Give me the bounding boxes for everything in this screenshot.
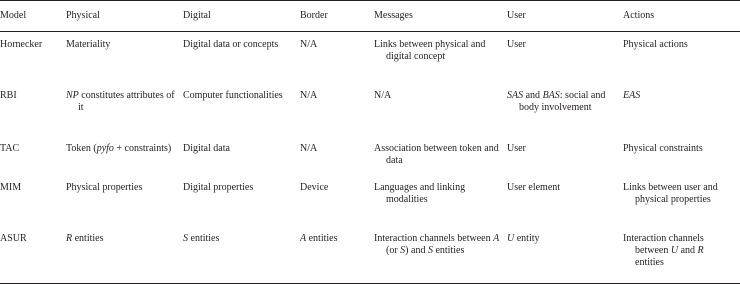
cell-italic-text: S: [400, 245, 406, 256]
cell-text-part: Interaction channels between: [374, 233, 494, 244]
header-messages: Messages: [374, 10, 413, 21]
cell-digital: [183, 226, 300, 284]
cell-italic-text: U: [670, 245, 679, 256]
cell-messages: [374, 226, 507, 284]
cell-text: N/A: [300, 143, 318, 154]
cell-text: Languages and linking modalities: [374, 182, 466, 205]
cell-text: Links between physical and digital concept: [374, 39, 486, 62]
cell-actions: [623, 83, 740, 136]
cell-digital: [183, 136, 300, 175]
cell-border: [300, 175, 374, 226]
header-model: Model: [0, 10, 27, 21]
cell-model: [0, 136, 66, 175]
cell-text: [374, 233, 501, 257]
cell-messages: [374, 175, 507, 226]
header-actions: Actions: [623, 10, 655, 21]
cell-text: [623, 90, 734, 102]
cell-text-part: : social and body involvement: [519, 90, 606, 113]
cell-text: [507, 233, 617, 245]
cell-italic-text: NP: [66, 90, 79, 101]
cell-italic-text: S: [427, 245, 433, 256]
cell-physical: [66, 136, 183, 175]
cell-italic-text: S: [183, 233, 188, 244]
cell-text-part: entity: [514, 233, 540, 244]
cell-actions: [623, 32, 740, 84]
cell-actions: [623, 226, 740, 284]
cell-model: [0, 175, 66, 226]
cell-text-part: and: [678, 245, 698, 256]
cell-user: [507, 32, 623, 84]
table-body: [0, 32, 740, 284]
cell-messages: [374, 83, 507, 136]
cell-text-part: ) and: [405, 245, 428, 256]
table-row-mim: [0, 175, 740, 226]
cell-text: Materiality: [66, 39, 111, 50]
cell-text-part: entities: [72, 233, 104, 244]
cell-border: [300, 32, 374, 84]
cell-text: [66, 233, 177, 245]
cell-italic-text: pyfo: [96, 143, 114, 154]
cell-text: [623, 233, 734, 269]
cell-italic-text: BAS: [542, 90, 560, 101]
header-physical: Physical: [66, 10, 100, 21]
cell-text-part: + constraints): [113, 143, 172, 154]
cell-italic-text: R: [697, 245, 704, 256]
cell-text-part: entities: [635, 257, 664, 268]
cell-digital: [183, 175, 300, 226]
cell-text: RBI: [0, 90, 17, 101]
cell-text: Digital data: [183, 143, 230, 154]
cell-physical: [66, 32, 183, 84]
cell-italic-text: A: [493, 233, 500, 244]
table-row-hornecker: [0, 32, 740, 84]
cell-text: [66, 90, 177, 114]
cell-physical: [66, 83, 183, 136]
cell-text: Physical constraints: [623, 143, 703, 154]
cell-physical: [66, 175, 183, 226]
header-digital: Digital: [183, 10, 211, 21]
cell-text-part: entities: [188, 233, 220, 244]
cell-text: TAC: [0, 143, 20, 154]
header-border: Border: [300, 10, 328, 21]
header-user: User: [507, 10, 526, 21]
cell-border: [300, 226, 374, 284]
cell-border: [300, 136, 374, 175]
cell-messages: [374, 136, 507, 175]
cell-text-part: (or: [386, 245, 401, 256]
cell-digital: [183, 32, 300, 84]
cell-border: [300, 83, 374, 136]
cell-messages: [374, 32, 507, 84]
cell-actions: [623, 136, 740, 175]
cell-text: Physical actions: [623, 39, 688, 50]
cell-text: User element: [507, 182, 561, 193]
cell-italic-text: EAS: [623, 90, 641, 101]
cell-digital: [183, 83, 300, 136]
table-row-tac: [0, 136, 740, 175]
cell-model: [0, 226, 66, 284]
cell-user: [507, 136, 623, 175]
cell-text: Computer functionalities: [183, 90, 283, 101]
cell-text: [66, 143, 177, 155]
cell-model: [0, 32, 66, 84]
cell-text: N/A: [374, 90, 392, 101]
table-row-rbi: [0, 83, 740, 136]
cell-text: Links between user and physical properties: [623, 182, 718, 205]
cell-text: Association between token and data: [374, 143, 499, 166]
cell-text-part: entities: [306, 233, 338, 244]
cell-text: Digital data or concepts: [183, 39, 279, 50]
cell-text-part: constitutes attributes of it: [78, 90, 175, 113]
cell-text: Device: [300, 182, 329, 193]
cell-model: [0, 83, 66, 136]
cell-text: N/A: [300, 90, 318, 101]
cell-user: [507, 226, 623, 284]
cell-italic-text: A: [300, 233, 307, 244]
header-row: [0, 1, 740, 32]
cell-text: User: [507, 39, 526, 50]
cell-text-part: entities: [432, 245, 465, 256]
cell-text: MIM: [0, 182, 22, 193]
cell-physical: [66, 226, 183, 284]
cell-italic-text: R: [66, 233, 73, 244]
cell-text-part: Token (: [66, 143, 97, 154]
cell-italic-text: U: [507, 233, 515, 244]
cell-text: ASUR: [0, 233, 27, 244]
cell-text: [300, 233, 368, 245]
cell-text-part: Interaction channels between: [623, 233, 704, 256]
cell-text: Hornecker: [0, 39, 43, 50]
cell-text: N/A: [300, 39, 318, 50]
cell-text: Physical properties: [66, 182, 143, 193]
cell-actions: [623, 175, 740, 226]
cell-text: [507, 90, 617, 114]
cell-user: [507, 175, 623, 226]
cell-italic-text: SAS: [507, 90, 524, 101]
cell-user: [507, 83, 623, 136]
table-row-asur: [0, 226, 740, 284]
cell-text: Digital properties: [183, 182, 254, 193]
cell-text: User: [507, 143, 526, 154]
cell-text-part: and: [523, 90, 543, 101]
cell-text: [183, 233, 294, 245]
table-header: [0, 1, 740, 32]
